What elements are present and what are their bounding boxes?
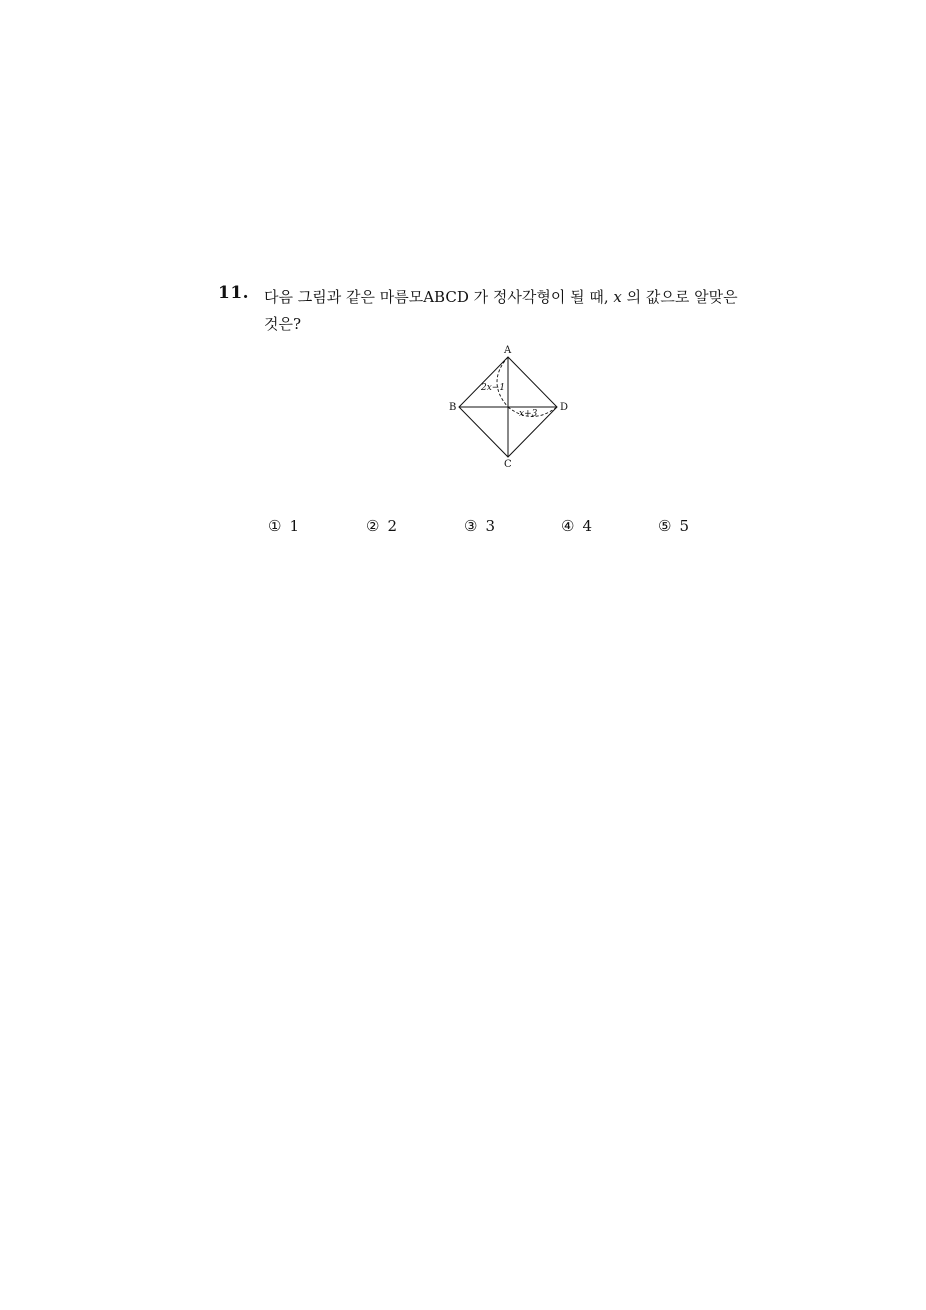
vertex-label-d: D: [560, 402, 569, 413]
answer-choices: [268, 517, 748, 541]
choice-3-value: 3: [485, 517, 495, 535]
question-text-part-1: 다음 그림과 같은 마름모ABCD 가 정사각형이 될 때,: [264, 288, 614, 306]
question-variable: x: [613, 288, 622, 306]
dashed-arc-ao: [497, 357, 508, 407]
question-line-2: 것은?: [264, 315, 302, 333]
choice-5-mark: ⑤: [658, 517, 672, 535]
rhombus-diagram: [440, 340, 575, 475]
vertex-label-a: A: [504, 345, 512, 356]
choice-1-mark: ①: [268, 517, 282, 535]
choice-2-mark: ②: [366, 517, 380, 535]
choice-2[interactable]: [366, 517, 397, 535]
choice-1[interactable]: [268, 517, 299, 535]
choice-3-mark: ③: [464, 517, 478, 535]
choice-1-value: 1: [289, 517, 299, 535]
vertex-label-c: C: [504, 459, 512, 470]
choice-4[interactable]: [561, 517, 592, 535]
choice-5-value: 5: [679, 517, 689, 535]
segment-label-od: x+3: [519, 409, 538, 419]
vertex-label-b: B: [449, 402, 457, 413]
question-line-1: [264, 284, 774, 311]
rhombus-figure: [440, 340, 575, 475]
question-text-part-2: 의 값으로 알맞은: [621, 288, 738, 306]
choice-4-value: 4: [582, 517, 592, 535]
choice-5[interactable]: [658, 517, 689, 535]
choice-4-mark: ④: [561, 517, 575, 535]
segment-label-ao: 2x−1: [481, 383, 506, 393]
choice-2-value: 2: [387, 517, 397, 535]
question-text: [264, 284, 774, 338]
question-number: 11.: [218, 283, 250, 303]
choice-3[interactable]: [464, 517, 495, 535]
